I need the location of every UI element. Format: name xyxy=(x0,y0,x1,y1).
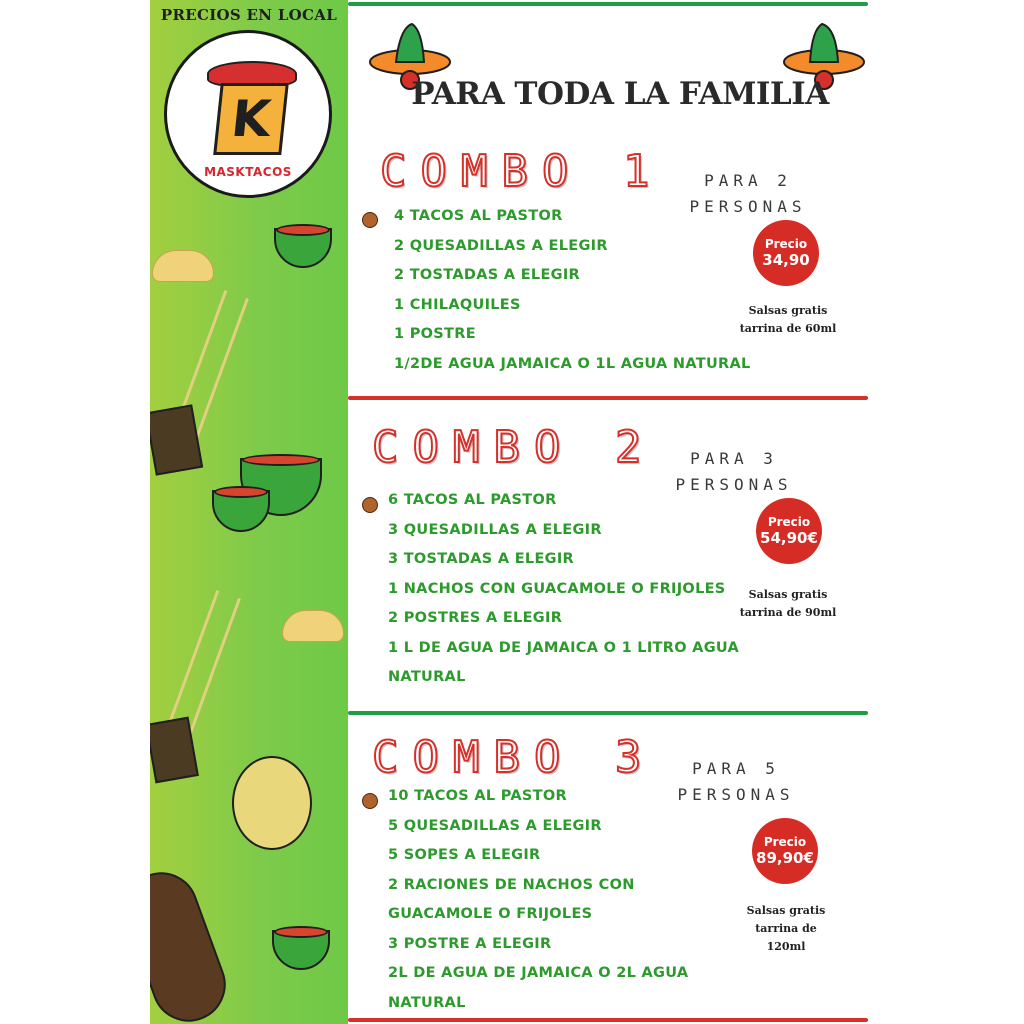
taco-bullet-icon xyxy=(362,212,378,228)
list-item: 2L DE AGUA DE JAMAICA O 2L AGUA xyxy=(388,965,689,981)
combo-3-price-badge xyxy=(752,818,818,884)
combo-2-price: 54,90€ xyxy=(760,529,818,547)
list-item: 2 RACIONES DE NACHOS CON xyxy=(388,876,635,893)
list-item: 5 SOPES A ELEGIR xyxy=(388,847,541,863)
list-item: 1 CHILAQUILES xyxy=(394,296,521,313)
salsa-bowl-icon xyxy=(272,930,330,970)
combo-2-price-label: Precio xyxy=(767,515,811,529)
combo-3-persons-line1: PARA 5 xyxy=(692,759,780,778)
list-item: GUACAMOLE O FRIJOLES xyxy=(388,906,593,922)
combo-3-price-label: Precio xyxy=(763,835,807,849)
combo-1-items xyxy=(394,202,751,379)
combo-1-salsa-line2: tarrina de 60ml xyxy=(739,322,837,335)
list-item: NATURAL xyxy=(388,994,466,1011)
list-item: 2 QUESADILLAS A ELEGIR xyxy=(394,237,608,254)
list-item: NATURAL xyxy=(388,669,466,685)
taco-icon xyxy=(282,610,344,642)
combo-3-items xyxy=(388,782,688,1018)
combo-2-persons-line1: PARA 3 xyxy=(690,449,778,468)
list-item: 6 TACOS AL PASTOR xyxy=(388,492,557,508)
combo-1-price: 34,90 xyxy=(762,251,810,269)
salsa-bowl-icon xyxy=(274,228,332,268)
cactus-icon xyxy=(165,590,241,740)
top-divider xyxy=(348,2,868,6)
combo-2-salsa-note xyxy=(726,586,850,622)
guitar-icon xyxy=(150,862,236,1024)
combo-2-title: COMBO 2 xyxy=(372,422,656,473)
combo-1-price-badge xyxy=(753,220,819,286)
list-item: 3 QUESADILLAS A ELEGIR xyxy=(388,521,602,538)
combo-1-persons-line2: PERSONAS xyxy=(689,197,807,216)
combo-1-salsa-line1: Salsas gratis xyxy=(748,304,828,317)
combo-3-persons xyxy=(674,756,798,808)
combo-2-price-badge xyxy=(756,498,822,564)
taco-bullet-icon xyxy=(362,793,378,809)
sidebar-title: PRECIOS EN LOCAL xyxy=(160,6,338,24)
list-item: 10 TACOS AL PASTOR xyxy=(388,788,567,804)
combo-2-divider xyxy=(348,711,868,715)
combo-1-price-label: Precio xyxy=(764,237,808,251)
combo-3-salsa-line3: 120ml xyxy=(766,940,806,953)
list-item: 5 QUESADILLAS A ELEGIR xyxy=(388,817,602,834)
sidebar xyxy=(150,0,348,1024)
list-item: 1 L DE AGUA DE JAMAICA O 1 LITRO AGUA xyxy=(388,639,740,656)
combo-3-price: 89,90€ xyxy=(756,849,814,867)
combo-2-persons-line2: PERSONAS xyxy=(675,475,793,494)
logo-name: MASKTACOS xyxy=(204,165,292,179)
list-item: 2 POSTRES A ELEGIR xyxy=(388,610,563,626)
salsa-bowl-icon xyxy=(212,490,270,532)
combo-2-salsa-line2: tarrina de 90ml xyxy=(739,606,837,619)
logo-letter: K xyxy=(213,83,289,155)
taco-bullet-icon xyxy=(362,497,378,513)
combo-3-title: COMBO 3 xyxy=(372,732,656,783)
list-item: 1 POSTRE xyxy=(394,326,476,342)
combo-2-items xyxy=(388,486,739,693)
taco-icon xyxy=(152,250,214,282)
combo-1-title: COMBO 1 xyxy=(380,146,664,197)
page-title: PARA TODA LA FAMILIA xyxy=(411,76,829,112)
combo-2-salsa-line1: Salsas gratis xyxy=(748,588,828,601)
list-item: 1 NACHOS CON GUACAMOLE O FRIJOLES xyxy=(388,580,726,597)
combo-3-persons-line2: PERSONAS xyxy=(677,785,795,804)
list-item: 1/2DE AGUA JAMAICA O 1L AGUA NATURAL xyxy=(394,355,751,372)
combo-1-divider xyxy=(348,396,868,400)
combo-3-salsa-note xyxy=(724,902,848,956)
list-item: 2 TOSTADAS A ELEGIR xyxy=(394,267,581,283)
list-item: 3 POSTRE A ELEGIR xyxy=(388,935,552,952)
list-item: 4 TACOS AL PASTOR xyxy=(394,208,563,224)
list-item: 3 TOSTADAS A ELEGIR xyxy=(388,551,575,567)
maraca-icon xyxy=(232,756,312,850)
combo-3-salsa-line2: tarrina de xyxy=(755,922,817,935)
bottom-divider xyxy=(348,1018,868,1022)
combo-3-salsa-line1: Salsas gratis xyxy=(746,904,826,917)
restaurant-logo xyxy=(164,30,332,198)
combo-1-persons-line1: PARA 2 xyxy=(704,171,792,190)
